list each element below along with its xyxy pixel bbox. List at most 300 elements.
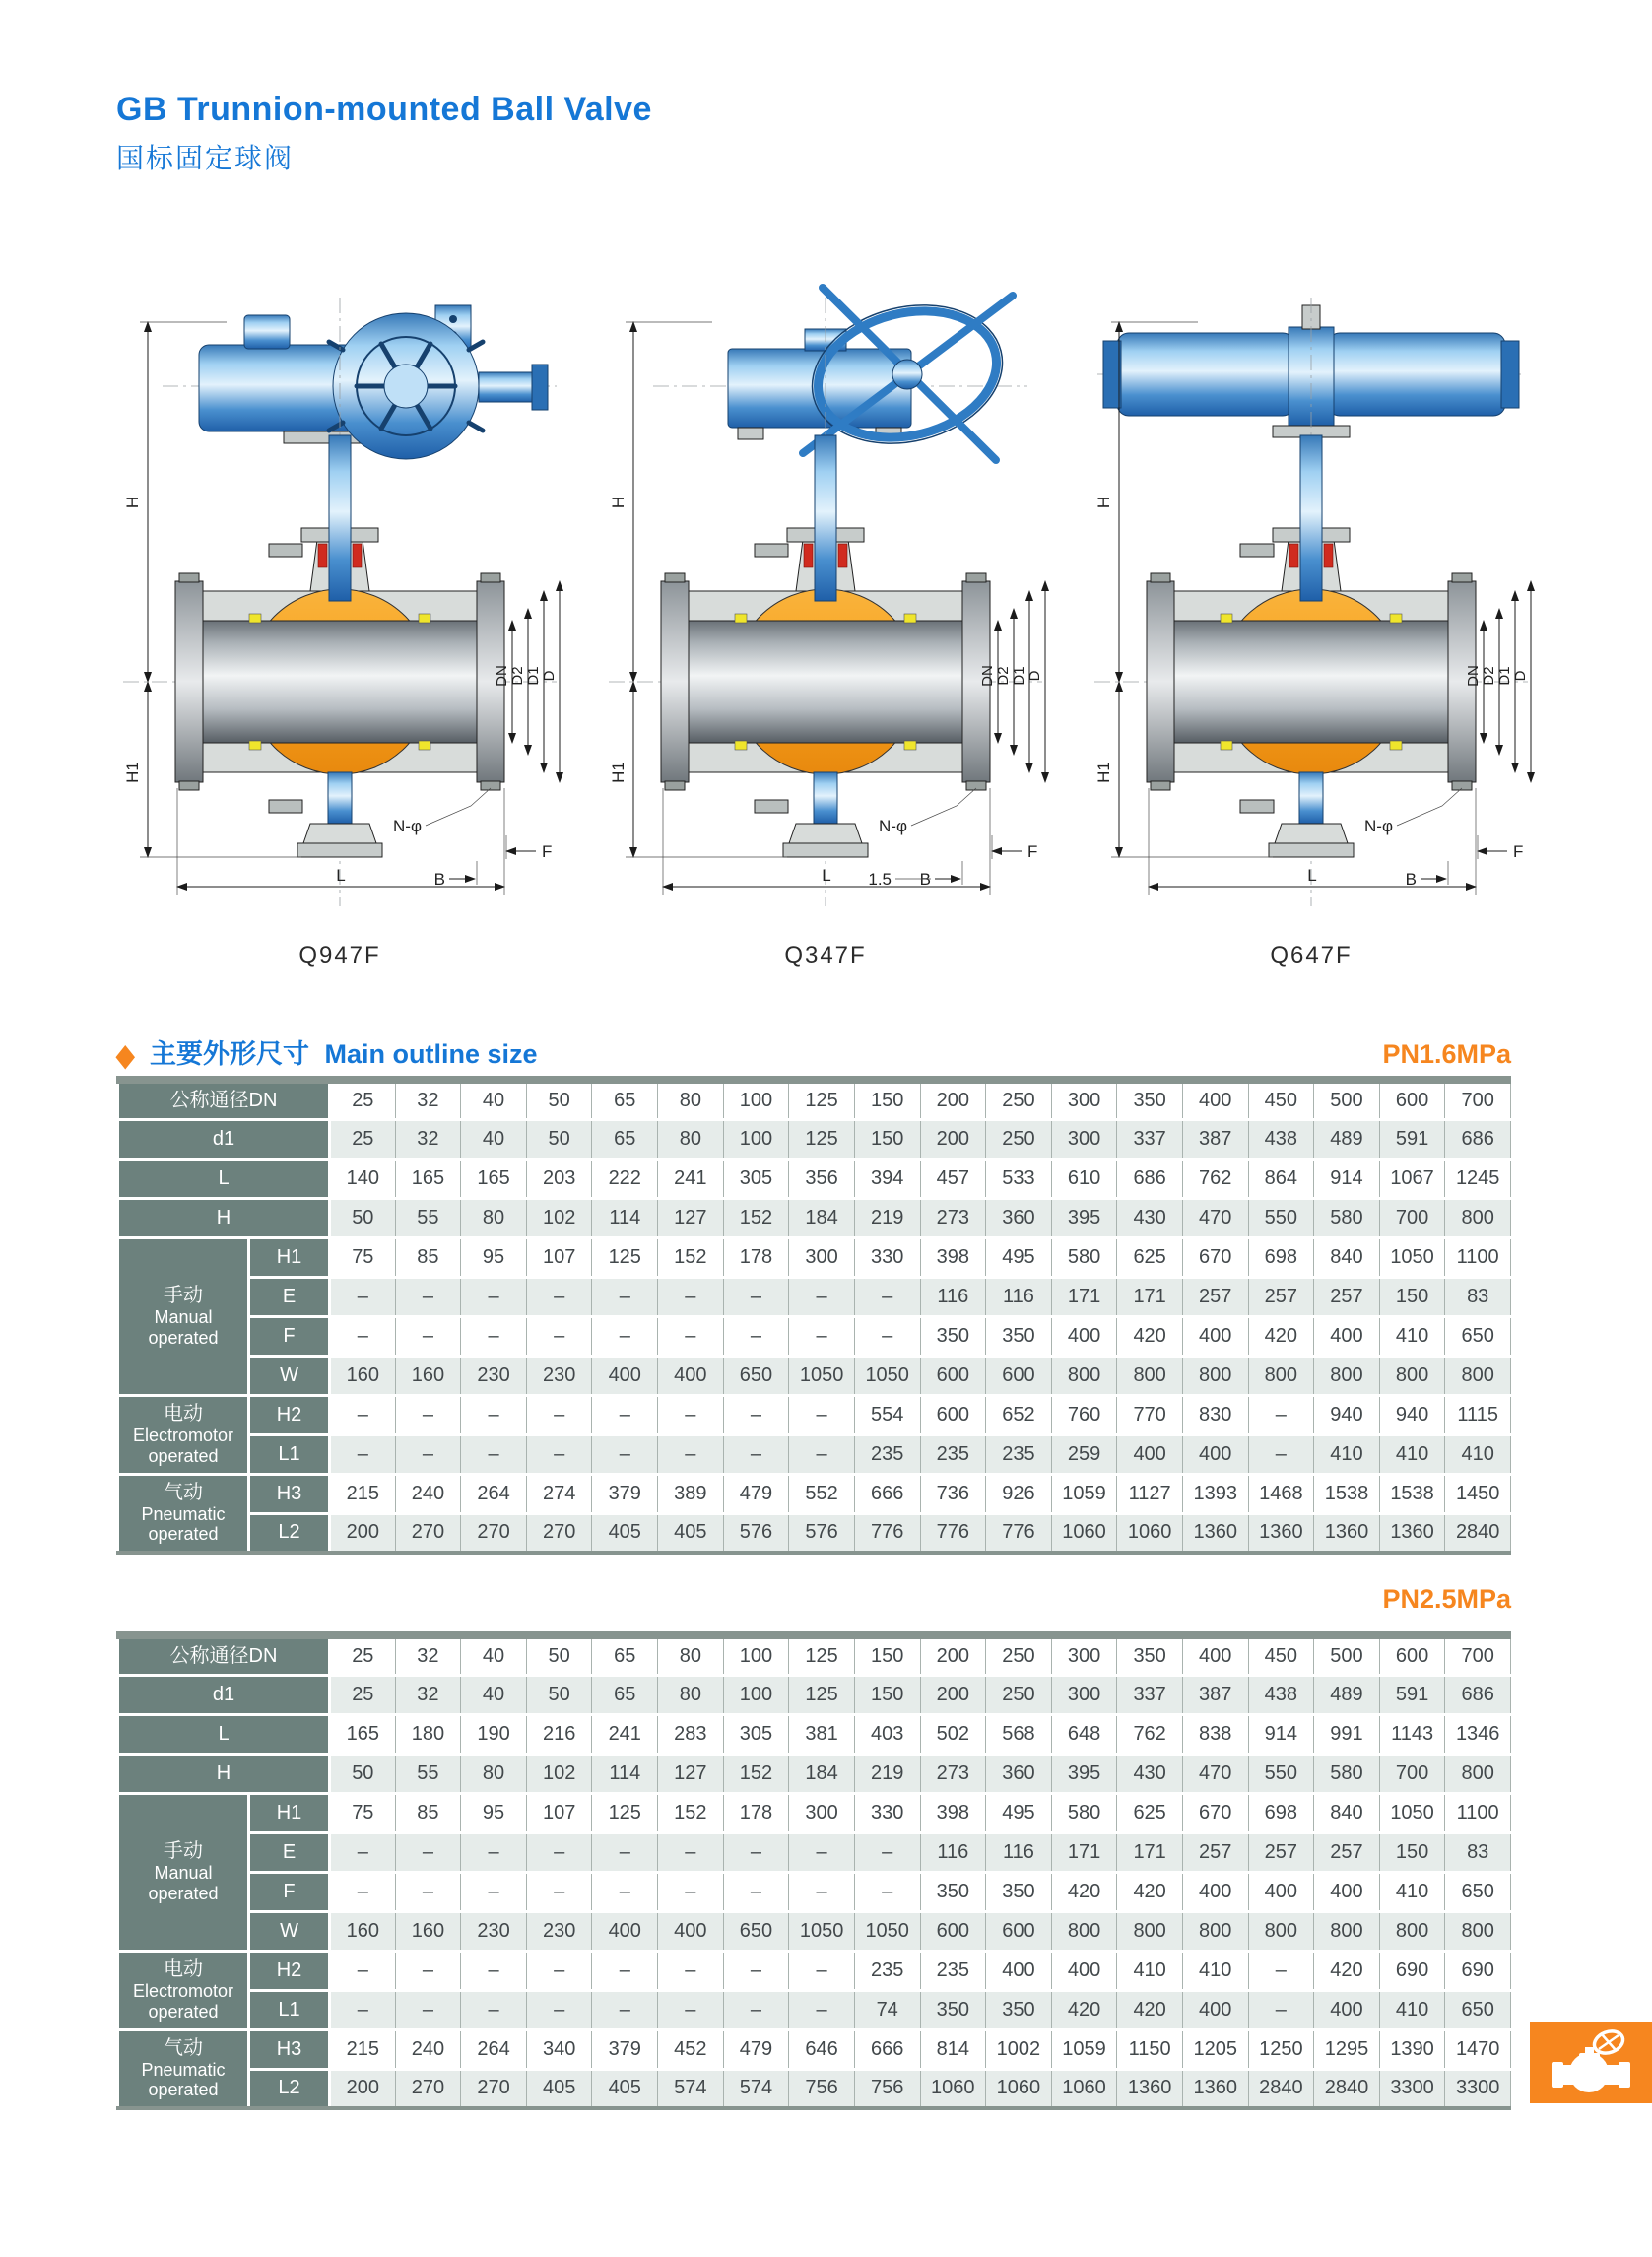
value-cell: 80: [658, 1675, 724, 1714]
value-cell: 55: [395, 1754, 461, 1793]
value-cell: 762: [1182, 1159, 1248, 1198]
value-cell: 125: [789, 1635, 855, 1675]
value-cell: 403: [854, 1714, 920, 1754]
value-cell: –: [461, 1990, 527, 2029]
value-cell: 250: [986, 1675, 1052, 1714]
value-cell: 470: [1182, 1754, 1248, 1793]
value-cell: –: [723, 1395, 789, 1434]
value-cell: 200: [330, 1513, 396, 1553]
value-cell: 670: [1182, 1793, 1248, 1832]
value-cell: 250: [986, 1119, 1052, 1159]
value-cell: 580: [1314, 1754, 1380, 1793]
value-cell: 107: [526, 1237, 592, 1277]
value-cell: 200: [920, 1675, 986, 1714]
row-L2: [118, 2069, 1511, 2108]
row-d1: [118, 1119, 1511, 1159]
value-cell: 940: [1379, 1395, 1445, 1434]
value-cell: 400: [592, 1356, 658, 1395]
table-pn16-wrap: [116, 1076, 1511, 1555]
value-cell: 670: [1182, 1237, 1248, 1277]
value-cell: 165: [461, 1159, 527, 1198]
row-label: d1: [118, 1119, 330, 1159]
value-cell: 300: [1051, 1080, 1117, 1119]
row-sublabel: H1: [249, 1793, 330, 1832]
value-cell: 241: [592, 1714, 658, 1754]
value-cell: 150: [854, 1635, 920, 1675]
value-cell: 666: [854, 2029, 920, 2069]
row-L1: [118, 1990, 1511, 2029]
row-H: [118, 1754, 1511, 1793]
value-cell: 686: [1445, 1675, 1511, 1714]
value-cell: 800: [1117, 1356, 1183, 1395]
value-cell: –: [461, 1832, 527, 1872]
value-cell: 80: [658, 1119, 724, 1159]
value-cell: 83: [1445, 1277, 1511, 1316]
row-label: 公称通径DN: [118, 1635, 330, 1675]
value-cell: 430: [1117, 1754, 1183, 1793]
row-H3: [118, 2029, 1511, 2069]
value-cell: 700: [1379, 1198, 1445, 1237]
value-cell: 400: [1117, 1434, 1183, 1474]
value-cell: 625: [1117, 1793, 1183, 1832]
value-cell: 552: [789, 1474, 855, 1513]
value-cell: –: [723, 1434, 789, 1474]
value-cell: 533: [986, 1159, 1052, 1198]
value-cell: 690: [1445, 1951, 1511, 1990]
value-cell: 550: [1248, 1198, 1314, 1237]
value-cell: 770: [1117, 1395, 1183, 1434]
value-cell: 420: [1051, 1990, 1117, 2029]
value-cell: 273: [920, 1754, 986, 1793]
value-cell: 652: [986, 1395, 1052, 1434]
value-cell: –: [526, 1832, 592, 1872]
value-cell: 800: [1182, 1911, 1248, 1951]
value-cell: 840: [1314, 1793, 1380, 1832]
value-cell: 360: [986, 1198, 1052, 1237]
value-cell: 420: [1117, 1872, 1183, 1911]
value-cell: 700: [1445, 1080, 1511, 1119]
value-cell: 80: [461, 1754, 527, 1793]
row-sublabel: W: [249, 1911, 330, 1951]
value-cell: 270: [526, 1513, 592, 1553]
value-cell: 160: [395, 1356, 461, 1395]
value-cell: 800: [1248, 1356, 1314, 1395]
value-cell: 800: [1379, 1356, 1445, 1395]
value-cell: 165: [330, 1714, 396, 1754]
value-cell: 405: [592, 2069, 658, 2108]
value-cell: 1050: [854, 1356, 920, 1395]
value-cell: 200: [920, 1080, 986, 1119]
value-cell: 400: [1051, 1951, 1117, 1990]
value-cell: 65: [592, 1675, 658, 1714]
value-cell: –: [461, 1951, 527, 1990]
value-cell: –: [789, 1832, 855, 1872]
value-cell: –: [658, 1872, 724, 1911]
value-cell: 800: [1117, 1911, 1183, 1951]
value-cell: 283: [658, 1714, 724, 1754]
value-cell: 1050: [1379, 1237, 1445, 1277]
value-cell: –: [592, 1316, 658, 1356]
value-cell: 350: [1117, 1635, 1183, 1675]
value-cell: 1360: [1379, 1513, 1445, 1553]
value-cell: –: [592, 1832, 658, 1872]
value-cell: 65: [592, 1635, 658, 1675]
value-cell: 398: [920, 1237, 986, 1277]
value-cell: 300: [1051, 1635, 1117, 1675]
dim-chamfer-label: 1.5: [868, 870, 892, 889]
value-cell: 257: [1248, 1832, 1314, 1872]
value-cell: –: [658, 1990, 724, 2029]
figure-q347f: [594, 248, 1057, 969]
value-cell: 1450: [1445, 1474, 1511, 1513]
value-cell: 273: [920, 1198, 986, 1237]
value-cell: 686: [1117, 1159, 1183, 1198]
value-cell: 1002: [986, 2029, 1052, 2069]
value-cell: 257: [1182, 1832, 1248, 1872]
brand-logo: [1530, 2022, 1652, 2103]
value-cell: 420: [1117, 1316, 1183, 1356]
value-cell: –: [395, 1277, 461, 1316]
value-cell: 502: [920, 1714, 986, 1754]
row-label: 公称通径DN: [118, 1080, 330, 1119]
value-cell: 400: [1182, 1635, 1248, 1675]
value-cell: –: [592, 1277, 658, 1316]
value-cell: 300: [789, 1237, 855, 1277]
value-cell: 650: [1445, 1316, 1511, 1356]
value-cell: 410: [1314, 1434, 1380, 1474]
value-cell: 25: [330, 1675, 396, 1714]
row-label: H: [118, 1754, 330, 1793]
section-title-zh: 主要外形尺寸: [149, 1039, 309, 1069]
value-cell: 100: [723, 1635, 789, 1675]
value-cell: 270: [395, 2069, 461, 2108]
value-cell: 800: [1051, 1911, 1117, 1951]
value-cell: 776: [854, 1513, 920, 1553]
value-cell: 257: [1314, 1277, 1380, 1316]
value-cell: 150: [1379, 1277, 1445, 1316]
row-W: [118, 1356, 1511, 1395]
value-cell: 340: [526, 2029, 592, 2069]
value-cell: 127: [658, 1198, 724, 1237]
value-cell: 389: [658, 1474, 724, 1513]
value-cell: 650: [1445, 1872, 1511, 1911]
value-cell: 184: [789, 1754, 855, 1793]
value-cell: 216: [526, 1714, 592, 1754]
value-cell: 116: [986, 1832, 1052, 1872]
group-label: 电动 Electromotor operated: [118, 1395, 249, 1474]
value-cell: 160: [330, 1911, 396, 1951]
row-sublabel: L1: [249, 1990, 330, 2029]
value-cell: 410: [1117, 1951, 1183, 1990]
value-cell: 264: [461, 1474, 527, 1513]
value-cell: –: [330, 1872, 396, 1911]
value-cell: 152: [658, 1793, 724, 1832]
value-cell: –: [330, 1277, 396, 1316]
value-cell: 3300: [1445, 2069, 1511, 2108]
value-cell: 576: [789, 1513, 855, 1553]
value-cell: 95: [461, 1237, 527, 1277]
row-H2: [118, 1395, 1511, 1434]
value-cell: 257: [1182, 1277, 1248, 1316]
row-L1: [118, 1434, 1511, 1474]
value-cell: 102: [526, 1754, 592, 1793]
row-sublabel: E: [249, 1277, 330, 1316]
value-cell: 420: [1248, 1316, 1314, 1356]
row-E: [118, 1277, 1511, 1316]
value-cell: 178: [723, 1793, 789, 1832]
value-cell: 2840: [1248, 2069, 1314, 2108]
value-cell: 420: [1051, 1872, 1117, 1911]
value-cell: 698: [1248, 1237, 1314, 1277]
value-cell: 1245: [1445, 1159, 1511, 1198]
value-cell: 50: [526, 1119, 592, 1159]
value-cell: 387: [1182, 1675, 1248, 1714]
value-cell: 75: [330, 1237, 396, 1277]
value-cell: 600: [1379, 1080, 1445, 1119]
value-cell: 690: [1379, 1951, 1445, 1990]
valve-drawings-row: [108, 248, 1543, 969]
value-cell: –: [526, 1434, 592, 1474]
value-cell: 250: [986, 1635, 1052, 1675]
value-cell: 410: [1379, 1990, 1445, 2029]
value-cell: –: [789, 1434, 855, 1474]
row-sublabel: W: [249, 1356, 330, 1395]
value-cell: 800: [1051, 1356, 1117, 1395]
value-cell: –: [526, 1316, 592, 1356]
value-cell: 171: [1117, 1277, 1183, 1316]
value-cell: 235: [854, 1434, 920, 1474]
value-cell: 74: [854, 1990, 920, 2029]
value-cell: 1050: [789, 1356, 855, 1395]
row-sublabel: L2: [249, 1513, 330, 1553]
value-cell: 230: [461, 1911, 527, 1951]
value-cell: 152: [723, 1754, 789, 1793]
section-header: [116, 1032, 1511, 1071]
value-cell: 864: [1248, 1159, 1314, 1198]
value-cell: 85: [395, 1237, 461, 1277]
value-cell: 800: [1314, 1911, 1380, 1951]
value-cell: 125: [789, 1675, 855, 1714]
value-cell: 40: [461, 1635, 527, 1675]
value-cell: 600: [920, 1356, 986, 1395]
value-cell: 32: [395, 1635, 461, 1675]
value-cell: 1100: [1445, 1793, 1511, 1832]
value-cell: 610: [1051, 1159, 1117, 1198]
value-cell: 1393: [1182, 1474, 1248, 1513]
value-cell: 600: [986, 1356, 1052, 1395]
value-cell: 400: [658, 1356, 724, 1395]
value-cell: 776: [986, 1513, 1052, 1553]
model-caption-q347f: Q347F: [784, 942, 867, 968]
value-cell: 438: [1248, 1119, 1314, 1159]
value-cell: 379: [592, 1474, 658, 1513]
value-cell: 1060: [1117, 1513, 1183, 1553]
value-cell: 235: [986, 1434, 1052, 1474]
row-DN: [118, 1635, 1511, 1675]
value-cell: 430: [1117, 1198, 1183, 1237]
value-cell: 40: [461, 1080, 527, 1119]
value-cell: 190: [461, 1714, 527, 1754]
value-cell: 2840: [1445, 1513, 1511, 1553]
value-cell: –: [395, 1872, 461, 1911]
value-cell: 800: [1379, 1911, 1445, 1951]
value-cell: 102: [526, 1198, 592, 1237]
value-cell: 400: [1314, 1990, 1380, 2029]
value-cell: 940: [1314, 1395, 1380, 1434]
value-cell: 1100: [1445, 1237, 1511, 1277]
section-title: [116, 1032, 538, 1071]
value-cell: –: [789, 1872, 855, 1911]
value-cell: 400: [1182, 1080, 1248, 1119]
value-cell: –: [723, 1990, 789, 2029]
value-cell: –: [395, 1990, 461, 2029]
value-cell: 568: [986, 1714, 1052, 1754]
value-cell: 479: [723, 2029, 789, 2069]
value-cell: 230: [526, 1911, 592, 1951]
value-cell: 405: [658, 1513, 724, 1553]
value-cell: 1060: [1051, 2069, 1117, 2108]
pressure-label-pn25-wrap: [116, 1584, 1511, 1615]
value-cell: –: [1248, 1990, 1314, 2029]
value-cell: –: [723, 1872, 789, 1911]
value-cell: 1115: [1445, 1395, 1511, 1434]
value-cell: 356: [789, 1159, 855, 1198]
value-cell: 55: [395, 1198, 461, 1237]
value-cell: 114: [592, 1754, 658, 1793]
value-cell: 574: [723, 2069, 789, 2108]
value-cell: –: [592, 1990, 658, 2029]
value-cell: 400: [1051, 1316, 1117, 1356]
value-cell: 991: [1314, 1714, 1380, 1754]
value-cell: 125: [789, 1080, 855, 1119]
value-cell: –: [658, 1951, 724, 1990]
value-cell: 1390: [1379, 2029, 1445, 2069]
value-cell: 1360: [1182, 2069, 1248, 2108]
value-cell: 330: [854, 1237, 920, 1277]
value-cell: 756: [854, 2069, 920, 2108]
value-cell: 914: [1314, 1159, 1380, 1198]
value-cell: 230: [461, 1356, 527, 1395]
value-cell: 116: [920, 1832, 986, 1872]
value-cell: 600: [920, 1911, 986, 1951]
value-cell: –: [330, 1395, 396, 1434]
value-cell: 305: [723, 1714, 789, 1754]
q347f-drawing: [594, 248, 1057, 938]
value-cell: –: [395, 1832, 461, 1872]
value-cell: –: [526, 1951, 592, 1990]
value-cell: 40: [461, 1119, 527, 1159]
figure-q947f: [108, 248, 571, 969]
value-cell: 350: [920, 1990, 986, 2029]
row-E: [118, 1832, 1511, 1872]
value-cell: 80: [658, 1080, 724, 1119]
value-cell: –: [854, 1277, 920, 1316]
row-label: d1: [118, 1675, 330, 1714]
value-cell: 171: [1051, 1277, 1117, 1316]
value-cell: –: [789, 1277, 855, 1316]
value-cell: –: [526, 1990, 592, 2029]
value-cell: 400: [1182, 1316, 1248, 1356]
value-cell: 350: [986, 1990, 1052, 2029]
value-cell: 50: [330, 1198, 396, 1237]
value-cell: 107: [526, 1793, 592, 1832]
value-cell: 32: [395, 1675, 461, 1714]
value-cell: 171: [1051, 1832, 1117, 1872]
value-cell: 400: [1314, 1316, 1380, 1356]
row-label: L: [118, 1714, 330, 1754]
value-cell: 160: [330, 1356, 396, 1395]
value-cell: –: [723, 1316, 789, 1356]
row-d1: [118, 1675, 1511, 1714]
value-cell: 178: [723, 1237, 789, 1277]
diamond-bullet-icon: ◆: [116, 1038, 135, 1073]
row-DN: [118, 1080, 1511, 1119]
value-cell: 926: [986, 1474, 1052, 1513]
value-cell: 381: [789, 1714, 855, 1754]
model-caption-q947f: Q947F: [298, 942, 381, 968]
value-cell: 125: [592, 1237, 658, 1277]
value-cell: 1360: [1182, 1513, 1248, 1553]
value-cell: 65: [592, 1080, 658, 1119]
value-cell: 116: [920, 1277, 986, 1316]
row-sublabel: H3: [249, 2029, 330, 2069]
value-cell: 400: [1182, 1872, 1248, 1911]
value-cell: 95: [461, 1793, 527, 1832]
value-cell: 700: [1379, 1754, 1445, 1793]
value-cell: 700: [1445, 1635, 1511, 1675]
value-cell: 240: [395, 1474, 461, 1513]
value-cell: 495: [986, 1793, 1052, 1832]
value-cell: 400: [658, 1911, 724, 1951]
row-W: [118, 1911, 1511, 1951]
value-cell: 379: [592, 2029, 658, 2069]
value-cell: 1050: [789, 1911, 855, 1951]
value-cell: 200: [920, 1119, 986, 1159]
value-cell: 1538: [1379, 1474, 1445, 1513]
value-cell: 257: [1248, 1277, 1314, 1316]
value-cell: 400: [592, 1911, 658, 1951]
pressure-label-pn16: PN1.6MPa: [1382, 1039, 1511, 1069]
value-cell: 300: [1051, 1675, 1117, 1714]
row-sublabel: E: [249, 1832, 330, 1872]
value-cell: 100: [723, 1675, 789, 1714]
value-cell: 736: [920, 1474, 986, 1513]
value-cell: 80: [658, 1635, 724, 1675]
value-cell: 398: [920, 1793, 986, 1832]
value-cell: 600: [920, 1395, 986, 1434]
value-cell: –: [723, 1951, 789, 1990]
value-cell: 500: [1314, 1635, 1380, 1675]
value-cell: –: [658, 1395, 724, 1434]
value-cell: 400: [1182, 1990, 1248, 2029]
value-cell: 100: [723, 1080, 789, 1119]
q947f-drawing: [108, 248, 571, 938]
value-cell: –: [330, 1832, 396, 1872]
value-cell: 1470: [1445, 2029, 1511, 2069]
value-cell: 1050: [1379, 1793, 1445, 1832]
value-cell: 337: [1117, 1119, 1183, 1159]
value-cell: 914: [1248, 1714, 1314, 1754]
value-cell: 40: [461, 1675, 527, 1714]
gear-handwheel-actuator: [653, 286, 1027, 462]
value-cell: 215: [330, 1474, 396, 1513]
row-H1: [118, 1793, 1511, 1832]
value-cell: –: [789, 1395, 855, 1434]
value-cell: 127: [658, 1754, 724, 1793]
value-cell: 257: [1314, 1832, 1380, 1872]
value-cell: 235: [920, 1951, 986, 1990]
value-cell: 259: [1051, 1434, 1117, 1474]
